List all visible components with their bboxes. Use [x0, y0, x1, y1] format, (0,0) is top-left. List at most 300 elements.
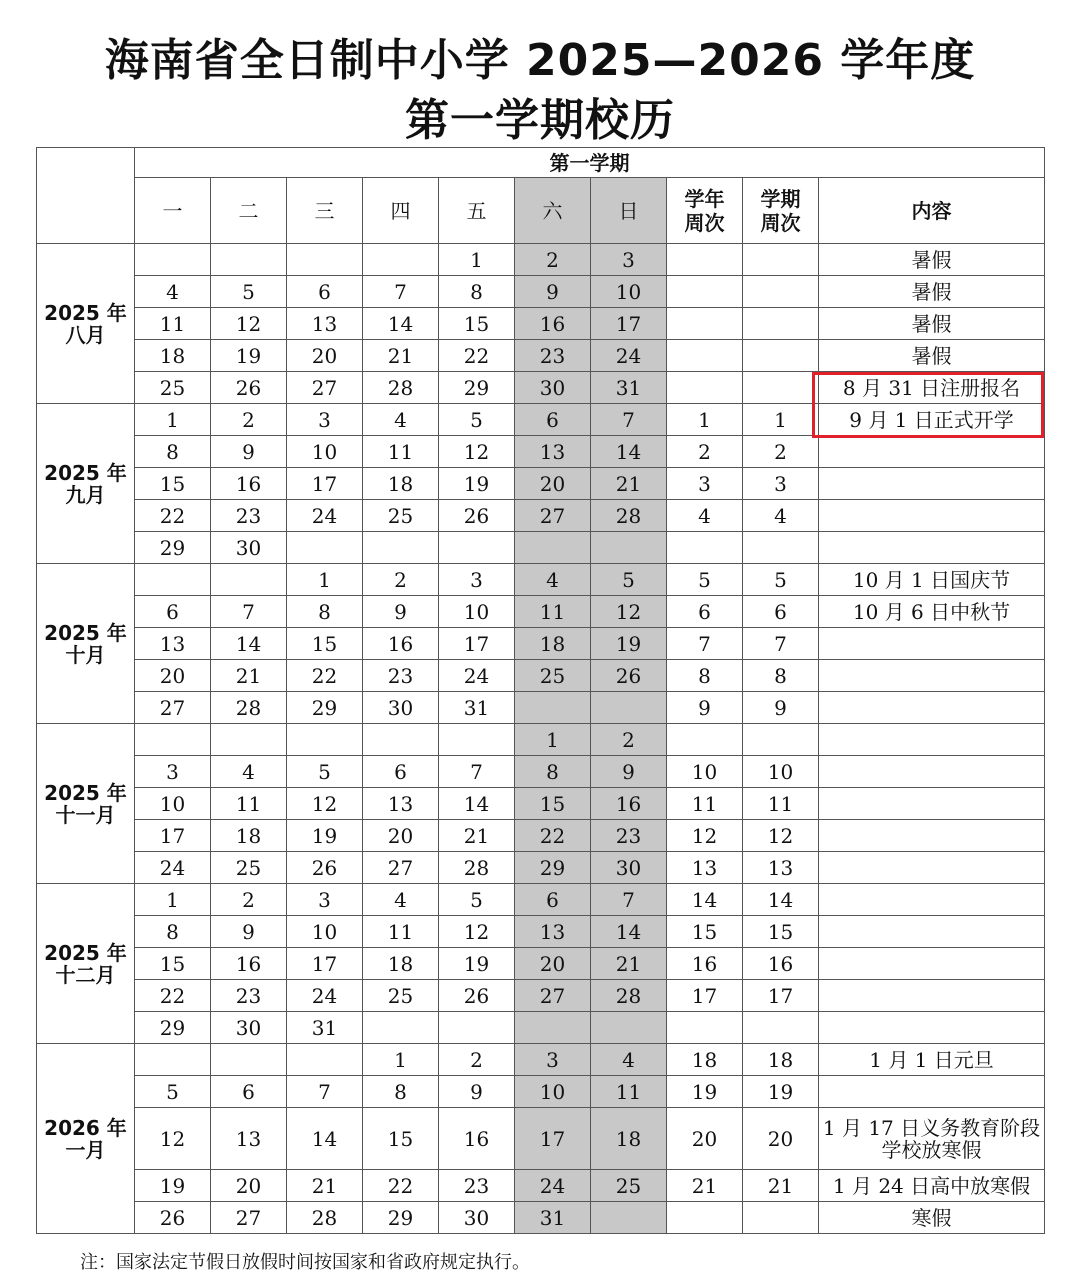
day-cell [135, 1044, 211, 1076]
day-cell: 3 [591, 244, 667, 276]
content-cell [819, 468, 1045, 500]
document-subtitle: 第一学期校历 [405, 95, 675, 146]
day-cell: 19 [211, 340, 287, 372]
content-cell [819, 852, 1045, 884]
content-cell [819, 532, 1045, 564]
calendar-week-row [37, 820, 1045, 852]
day-cell: 5 [591, 564, 667, 596]
school-week-cell: 3 [667, 468, 743, 500]
day-cell: 10 [287, 916, 363, 948]
month-label: 2025 年 十月 [37, 564, 135, 724]
day-cell: 15 [287, 628, 363, 660]
day-cell: 25 [363, 980, 439, 1012]
day-cell: 10 [591, 276, 667, 308]
day-cell [363, 1012, 439, 1044]
term-week-cell: 17 [743, 980, 819, 1012]
calendar-week-row [37, 276, 1045, 308]
day-cell: 21 [211, 660, 287, 692]
day-cell: 9 [363, 596, 439, 628]
day-cell: 17 [287, 468, 363, 500]
day-cell: 1 [135, 884, 211, 916]
term-week-cell: 15 [743, 916, 819, 948]
content-cell: 暑假 [819, 276, 1045, 308]
school-week-cell [667, 340, 743, 372]
day-cell [591, 532, 667, 564]
day-cell: 8 [515, 756, 591, 788]
day-cell: 23 [211, 980, 287, 1012]
school-week-cell [667, 244, 743, 276]
term-week-cell: 8 [743, 660, 819, 692]
month-label: 2025 年 十一月 [37, 724, 135, 884]
day-cell: 12 [211, 308, 287, 340]
term-week-cell: 5 [743, 564, 819, 596]
calendar-week-row [37, 500, 1045, 532]
day-cell: 25 [211, 852, 287, 884]
day-header: 一 [135, 178, 211, 244]
calendar-week-row [37, 244, 1045, 276]
day-cell: 25 [363, 500, 439, 532]
term-week-cell [743, 340, 819, 372]
calendar-week-row [37, 468, 1045, 500]
day-cell [287, 724, 363, 756]
day-cell: 13 [287, 308, 363, 340]
day-cell: 24 [591, 340, 667, 372]
day-cell: 15 [135, 948, 211, 980]
day-cell: 2 [591, 724, 667, 756]
term-week-cell: 12 [743, 820, 819, 852]
day-cell: 30 [211, 532, 287, 564]
day-cell: 31 [591, 372, 667, 404]
day-cell: 19 [439, 468, 515, 500]
day-cell: 26 [287, 852, 363, 884]
calendar-week-row [37, 596, 1045, 628]
day-header: 日 [591, 178, 667, 244]
day-cell: 12 [135, 1108, 211, 1170]
content-cell: 10 月 1 日国庆节 [819, 564, 1045, 596]
day-cell: 3 [439, 564, 515, 596]
day-cell: 13 [211, 1108, 287, 1170]
day-cell: 5 [135, 1076, 211, 1108]
content-cell: 1 月 17 日义务教育阶段 学校放寒假 [819, 1108, 1045, 1170]
school-week-cell: 12 [667, 820, 743, 852]
day-cell: 15 [135, 468, 211, 500]
day-cell: 11 [135, 308, 211, 340]
school-week-cell: 6 [667, 596, 743, 628]
day-cell [439, 724, 515, 756]
day-cell: 2 [439, 1044, 515, 1076]
day-cell: 4 [591, 1044, 667, 1076]
day-cell: 6 [135, 596, 211, 628]
day-cell: 30 [211, 1012, 287, 1044]
day-cell: 25 [135, 372, 211, 404]
day-cell: 12 [439, 436, 515, 468]
day-cell: 20 [363, 820, 439, 852]
day-header: 二 [211, 178, 287, 244]
term-week-cell [743, 724, 819, 756]
content-cell: 8 月 31 日注册报名 [819, 372, 1045, 404]
term-week-cell: 10 [743, 756, 819, 788]
day-cell: 14 [591, 916, 667, 948]
day-cell: 13 [515, 436, 591, 468]
day-cell: 17 [515, 1108, 591, 1170]
day-cell: 19 [287, 820, 363, 852]
school-week-cell: 4 [667, 500, 743, 532]
day-cell [591, 1202, 667, 1234]
school-week-cell: 2 [667, 436, 743, 468]
day-cell: 23 [515, 340, 591, 372]
calendar-week-row [37, 884, 1045, 916]
day-cell: 27 [363, 852, 439, 884]
day-cell [211, 564, 287, 596]
day-cell: 22 [135, 980, 211, 1012]
document-title: 海南省全日制中小学 2025—2026 学年度 [104, 35, 976, 86]
school-week-cell: 10 [667, 756, 743, 788]
school-week-cell [667, 276, 743, 308]
day-cell [515, 1012, 591, 1044]
day-cell: 5 [439, 884, 515, 916]
school-week-cell [667, 724, 743, 756]
day-cell: 1 [135, 404, 211, 436]
day-cell: 14 [211, 628, 287, 660]
calendar-week-row [37, 724, 1045, 756]
day-cell: 29 [439, 372, 515, 404]
day-cell: 9 [211, 436, 287, 468]
day-cell: 24 [287, 980, 363, 1012]
content-cell [819, 916, 1045, 948]
day-cell [287, 244, 363, 276]
day-cell: 26 [591, 660, 667, 692]
content-cell [819, 788, 1045, 820]
day-cell: 7 [287, 1076, 363, 1108]
day-cell: 1 [439, 244, 515, 276]
calendar-week-row [37, 1076, 1045, 1108]
day-cell: 14 [439, 788, 515, 820]
calendar-week-row [37, 436, 1045, 468]
day-cell: 21 [287, 1170, 363, 1202]
day-cell: 22 [515, 820, 591, 852]
term-week-cell: 19 [743, 1076, 819, 1108]
school-week-cell: 13 [667, 852, 743, 884]
school-week-cell: 9 [667, 692, 743, 724]
day-cell: 6 [287, 276, 363, 308]
day-header: 四 [363, 178, 439, 244]
day-cell: 27 [515, 500, 591, 532]
school-week-header: 学年 周次 [667, 178, 743, 244]
calendar-week-row [37, 1108, 1045, 1170]
day-cell: 16 [515, 308, 591, 340]
content-cell: 1 月 24 日高中放寒假 [819, 1170, 1045, 1202]
calendar-week-row [37, 532, 1045, 564]
day-cell: 27 [515, 980, 591, 1012]
day-cell: 28 [439, 852, 515, 884]
day-cell: 5 [211, 276, 287, 308]
day-cell: 27 [287, 372, 363, 404]
day-cell: 21 [439, 820, 515, 852]
day-cell: 20 [515, 468, 591, 500]
day-cell [287, 532, 363, 564]
day-cell: 28 [591, 980, 667, 1012]
calendar-week-row [37, 308, 1045, 340]
day-cell: 9 [439, 1076, 515, 1108]
day-cell: 2 [211, 884, 287, 916]
day-cell: 2 [363, 564, 439, 596]
calendar-week-row [37, 852, 1045, 884]
day-cell: 23 [591, 820, 667, 852]
day-cell: 20 [287, 340, 363, 372]
day-cell: 16 [211, 948, 287, 980]
school-week-cell: 20 [667, 1108, 743, 1170]
day-cell: 27 [135, 692, 211, 724]
day-cell: 7 [439, 756, 515, 788]
day-cell: 30 [591, 852, 667, 884]
day-cell: 25 [591, 1170, 667, 1202]
content-cell [819, 692, 1045, 724]
content-header: 内容 [819, 178, 1045, 244]
school-week-cell [667, 1012, 743, 1044]
day-cell: 21 [591, 468, 667, 500]
day-cell: 11 [363, 436, 439, 468]
term-week-cell: 6 [743, 596, 819, 628]
term-week-cell: 13 [743, 852, 819, 884]
day-cell: 15 [439, 308, 515, 340]
school-week-cell: 5 [667, 564, 743, 596]
day-cell: 3 [515, 1044, 591, 1076]
calendar-week-row [37, 948, 1045, 980]
school-week-cell: 11 [667, 788, 743, 820]
day-cell: 3 [287, 884, 363, 916]
day-cell: 29 [363, 1202, 439, 1234]
calendar-week-row [37, 788, 1045, 820]
day-cell: 30 [363, 692, 439, 724]
day-cell [439, 1012, 515, 1044]
day-cell: 17 [135, 820, 211, 852]
day-cell: 21 [591, 948, 667, 980]
day-cell: 12 [439, 916, 515, 948]
day-cell: 28 [211, 692, 287, 724]
term-week-cell [743, 244, 819, 276]
day-cell [515, 692, 591, 724]
day-cell: 24 [287, 500, 363, 532]
term-week-cell: 3 [743, 468, 819, 500]
term-week-cell: 9 [743, 692, 819, 724]
month-label: 2025 年 九月 [37, 404, 135, 564]
content-cell [819, 660, 1045, 692]
day-cell: 31 [287, 1012, 363, 1044]
day-cell [211, 1044, 287, 1076]
day-cell [515, 532, 591, 564]
day-cell: 22 [439, 340, 515, 372]
day-cell: 24 [515, 1170, 591, 1202]
day-cell: 10 [135, 788, 211, 820]
day-cell: 13 [515, 916, 591, 948]
term-week-header: 学期 周次 [743, 178, 819, 244]
term-week-cell: 14 [743, 884, 819, 916]
day-cell: 6 [363, 756, 439, 788]
day-cell: 9 [515, 276, 591, 308]
day-cell: 4 [135, 276, 211, 308]
day-cell: 1 [515, 724, 591, 756]
content-cell [819, 820, 1045, 852]
content-cell: 10 月 6 日中秋节 [819, 596, 1045, 628]
day-cell: 8 [439, 276, 515, 308]
calendar-week-row [37, 660, 1045, 692]
day-cell: 6 [211, 1076, 287, 1108]
day-cell: 11 [591, 1076, 667, 1108]
day-cell [439, 532, 515, 564]
day-cell: 18 [363, 468, 439, 500]
school-week-cell: 7 [667, 628, 743, 660]
day-cell: 11 [363, 916, 439, 948]
content-cell: 1 月 1 日元旦 [819, 1044, 1045, 1076]
day-cell [591, 1012, 667, 1044]
month-label: 2025 年 十二月 [37, 884, 135, 1044]
day-cell: 18 [211, 820, 287, 852]
content-cell [819, 628, 1045, 660]
day-cell: 23 [439, 1170, 515, 1202]
term-week-cell: 1 [743, 404, 819, 436]
day-cell: 31 [439, 692, 515, 724]
term-week-cell: 4 [743, 500, 819, 532]
calendar-week-row [37, 340, 1045, 372]
term-week-cell: 2 [743, 436, 819, 468]
day-cell: 1 [363, 1044, 439, 1076]
day-cell: 2 [515, 244, 591, 276]
day-cell: 18 [515, 628, 591, 660]
school-week-cell: 18 [667, 1044, 743, 1076]
day-cell: 24 [135, 852, 211, 884]
day-cell: 15 [515, 788, 591, 820]
term-week-cell: 20 [743, 1108, 819, 1170]
term-week-cell: 7 [743, 628, 819, 660]
month-label: 2025 年 八月 [37, 244, 135, 404]
day-cell: 20 [211, 1170, 287, 1202]
day-cell: 7 [591, 884, 667, 916]
day-cell: 10 [287, 436, 363, 468]
day-cell: 4 [363, 884, 439, 916]
day-cell: 22 [363, 1170, 439, 1202]
day-cell: 26 [439, 500, 515, 532]
day-cell: 18 [591, 1108, 667, 1170]
semester-header: 第一学期 [135, 148, 1045, 178]
content-cell: 9 月 1 日正式开学 [819, 404, 1045, 436]
day-cell: 4 [363, 404, 439, 436]
day-cell: 28 [591, 500, 667, 532]
day-cell: 13 [363, 788, 439, 820]
day-cell: 5 [439, 404, 515, 436]
term-week-cell [743, 276, 819, 308]
term-week-cell: 16 [743, 948, 819, 980]
day-cell: 8 [135, 916, 211, 948]
day-cell: 26 [211, 372, 287, 404]
content-cell: 暑假 [819, 340, 1045, 372]
day-cell [363, 724, 439, 756]
day-cell: 16 [211, 468, 287, 500]
content-cell: 暑假 [819, 244, 1045, 276]
day-cell: 30 [439, 1202, 515, 1234]
calendar-week-row [37, 564, 1045, 596]
school-week-cell: 15 [667, 916, 743, 948]
calendar-week-row [37, 628, 1045, 660]
calendar-week-row [37, 372, 1045, 404]
school-week-cell [667, 308, 743, 340]
term-week-cell [743, 532, 819, 564]
day-cell: 18 [363, 948, 439, 980]
day-cell: 8 [363, 1076, 439, 1108]
day-cell: 29 [135, 532, 211, 564]
calendar-week-row [37, 1202, 1045, 1234]
month-label: 2026 年 一月 [37, 1044, 135, 1234]
day-cell: 30 [515, 372, 591, 404]
content-cell [819, 980, 1045, 1012]
day-cell: 1 [287, 564, 363, 596]
day-cell: 3 [135, 756, 211, 788]
school-week-cell: 21 [667, 1170, 743, 1202]
day-cell: 24 [439, 660, 515, 692]
day-cell: 23 [211, 500, 287, 532]
content-cell [819, 724, 1045, 756]
day-cell: 17 [287, 948, 363, 980]
day-cell [591, 692, 667, 724]
day-cell: 11 [515, 596, 591, 628]
day-cell [211, 724, 287, 756]
content-cell [819, 1076, 1045, 1108]
term-week-cell: 21 [743, 1170, 819, 1202]
day-cell: 17 [591, 308, 667, 340]
day-cell: 23 [363, 660, 439, 692]
content-cell [819, 436, 1045, 468]
school-week-cell: 17 [667, 980, 743, 1012]
day-cell [287, 1044, 363, 1076]
day-cell: 14 [287, 1108, 363, 1170]
day-cell: 12 [287, 788, 363, 820]
term-week-cell [743, 308, 819, 340]
day-cell: 26 [439, 980, 515, 1012]
day-cell: 22 [135, 500, 211, 532]
day-cell: 16 [363, 628, 439, 660]
day-cell: 28 [287, 1202, 363, 1234]
day-cell: 15 [363, 1108, 439, 1170]
school-week-cell: 1 [667, 404, 743, 436]
content-cell [819, 884, 1045, 916]
day-cell: 14 [363, 308, 439, 340]
day-cell: 8 [287, 596, 363, 628]
day-cell: 22 [287, 660, 363, 692]
day-cell: 10 [515, 1076, 591, 1108]
corner-cell [37, 148, 135, 244]
day-cell: 2 [211, 404, 287, 436]
content-cell [819, 948, 1045, 980]
term-week-cell [743, 1202, 819, 1234]
calendar-week-row [37, 1012, 1045, 1044]
calendar-week-row [37, 1170, 1045, 1202]
day-cell [363, 244, 439, 276]
day-cell: 17 [439, 628, 515, 660]
day-cell: 5 [287, 756, 363, 788]
school-week-cell [667, 372, 743, 404]
day-cell: 4 [515, 564, 591, 596]
day-cell: 19 [439, 948, 515, 980]
day-cell: 31 [515, 1202, 591, 1234]
school-calendar-table [36, 147, 1045, 1234]
content-cell [819, 1012, 1045, 1044]
day-cell: 9 [591, 756, 667, 788]
term-week-cell [743, 372, 819, 404]
day-cell: 19 [591, 628, 667, 660]
term-week-cell: 18 [743, 1044, 819, 1076]
day-cell: 6 [515, 884, 591, 916]
day-cell: 12 [591, 596, 667, 628]
content-cell [819, 500, 1045, 532]
